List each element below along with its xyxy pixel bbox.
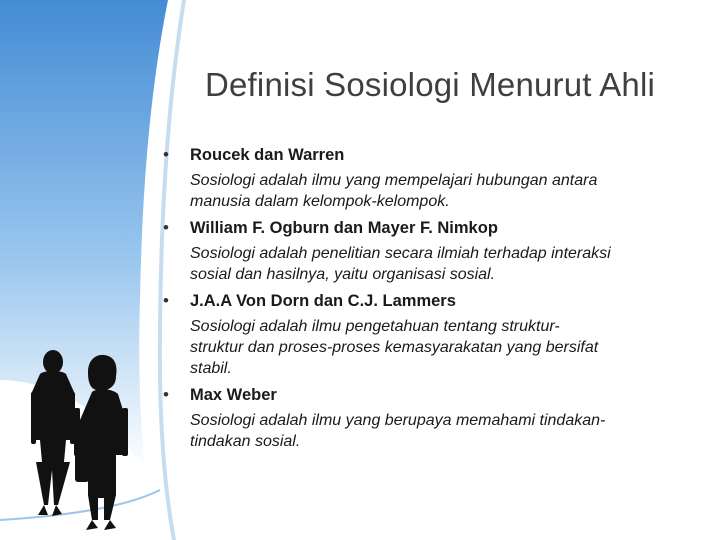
bullet-icon: • (163, 291, 169, 310)
list-item (160, 383, 700, 452)
definition-line: manusia dalam kelompok-kelompok. (190, 193, 450, 210)
definition-line: sosial dan hasilnya, yaitu organisasi sosial. (190, 266, 496, 283)
definition-line: struktur dan proses-proses kemasyarakatan yang bersifat (190, 339, 599, 356)
expert-name: Roucek dan Warren (190, 146, 345, 164)
definition-text (190, 170, 685, 212)
list-item (160, 143, 700, 212)
definition-text (190, 316, 685, 379)
definition-line: tindakan sosial. (190, 433, 301, 450)
definition-line: Sosiologi adalah ilmu yang mempelajari hubungan antara (190, 172, 598, 189)
expert-name: Max Weber (190, 386, 277, 404)
definition-line: Sosiologi adalah ilmu pengetahuan tentang struktur- (190, 318, 560, 335)
list-item (160, 216, 700, 285)
expert-name: William F. Ogburn dan Mayer F. Nimkop (190, 219, 498, 237)
blue-swoosh (0, 0, 168, 470)
expert-name: J.A.A Von Dorn dan C.J. Lammers (190, 292, 456, 310)
definition-list (160, 143, 700, 456)
definition-line: Sosiologi adalah ilmu yang berupaya memahami tindakan- (190, 412, 606, 429)
slide-title: Definisi Sosiologi Menurut Ahli (204, 66, 656, 104)
list-item (160, 289, 700, 379)
bullet-icon: • (163, 385, 169, 404)
definition-line: Sosiologi adalah penelitian secara ilmiah terhadap interaksi (190, 245, 611, 262)
definition-text (190, 410, 685, 452)
definition-text (190, 243, 685, 285)
bullet-icon: • (163, 218, 169, 237)
bullet-icon: • (163, 145, 169, 164)
definition-line: stabil. (190, 360, 232, 377)
